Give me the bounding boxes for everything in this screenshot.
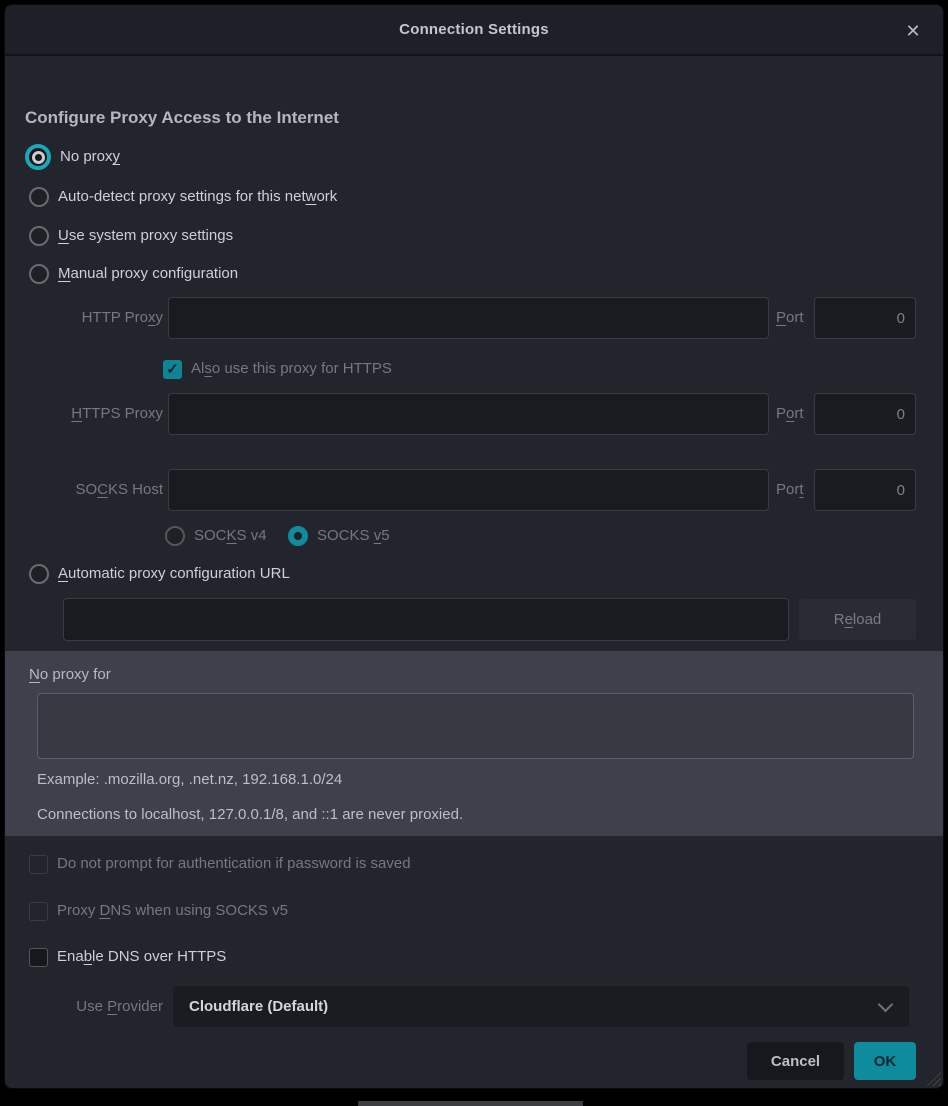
radio-autoconfig-label: Automatic proxy configuration URL: [58, 565, 290, 582]
dialog-title: Connection Settings: [399, 21, 549, 38]
checkbox-no-prompt-auth[interactable]: [29, 853, 411, 875]
radio-icon[interactable]: [29, 187, 49, 207]
http-port-input[interactable]: [814, 297, 916, 339]
checkbox-no-prompt-auth-label: Do not prompt for authentication if password is saved: [57, 855, 411, 872]
http-port-label: Port: [776, 309, 804, 326]
use-provider-label: Use Provider: [76, 998, 163, 1015]
radio-selected-icon[interactable]: [288, 526, 308, 546]
checkbox-also-https-label: Also use this proxy for HTTPS: [191, 360, 392, 377]
radio-socks-v4-label: SOCKS v4: [194, 527, 267, 544]
http-proxy-input[interactable]: [168, 297, 769, 339]
checkbox-checked-icon[interactable]: ✓: [163, 360, 182, 379]
socks-port-input[interactable]: [814, 469, 916, 511]
chevron-down-icon: [880, 999, 891, 1010]
resize-grip[interactable]: [926, 1071, 941, 1086]
page-title: Configure Proxy Access to the Internet: [25, 108, 339, 127]
dialog-titlebar: [5, 5, 943, 56]
no-proxy-for-section: [5, 651, 943, 836]
radio-selected-icon[interactable]: [25, 144, 51, 170]
checkbox-proxy-dns[interactable]: [29, 900, 288, 922]
checkbox-enable-doh[interactable]: [29, 946, 226, 968]
no-proxy-for-label: No proxy for: [29, 666, 111, 683]
reload-button[interactable]: [799, 599, 916, 640]
radio-manual-proxy[interactable]: [29, 263, 238, 285]
radio-icon[interactable]: [29, 564, 49, 584]
background-window-edge: [358, 1101, 583, 1106]
radio-manual-proxy-label: Manual proxy configuration: [58, 265, 239, 282]
https-proxy-label: HTTPS Proxy: [71, 405, 163, 422]
checkbox-icon[interactable]: [29, 902, 48, 921]
radio-socks-v4[interactable]: [165, 525, 267, 547]
radio-auto-detect[interactable]: [29, 186, 337, 208]
cancel-button[interactable]: Cancel: [747, 1042, 844, 1080]
radio-auto-detect-label: Auto-detect proxy settings for this network: [58, 188, 338, 205]
checkbox-icon[interactable]: [29, 855, 48, 874]
radio-icon[interactable]: [29, 226, 49, 246]
radio-use-system-label: Use system proxy settings: [58, 227, 234, 244]
no-proxy-example-text: Example: .mozilla.org, .net.nz, 192.168.1.0/24: [37, 771, 343, 788]
radio-dot: [32, 151, 45, 164]
no-proxy-for-textarea[interactable]: [37, 693, 914, 759]
https-port-input[interactable]: [814, 393, 916, 435]
reload-label: Reload: [833, 611, 882, 628]
socks-host-input[interactable]: [168, 469, 769, 511]
ok-button[interactable]: OK: [854, 1042, 916, 1080]
checkbox-enable-doh-label: Enable DNS over HTTPS: [57, 948, 227, 965]
socks-port-label: Port: [776, 481, 804, 498]
checkbox-also-https[interactable]: [163, 358, 392, 380]
checkbox-icon[interactable]: [29, 948, 48, 967]
radio-autoconfig[interactable]: [29, 563, 290, 585]
radio-use-system[interactable]: [29, 225, 233, 247]
radio-socks-v5-label: SOCKS v5: [317, 527, 390, 544]
radio-socks-v5[interactable]: [288, 525, 390, 547]
socks-host-label: SOCKS Host: [75, 481, 163, 498]
checkbox-proxy-dns-label: Proxy DNS when using SOCKS v5: [57, 902, 288, 919]
radio-no-proxy-label: No proxy: [60, 148, 121, 165]
radio-icon[interactable]: [29, 264, 49, 284]
close-icon[interactable]: ✕: [905, 20, 921, 41]
http-proxy-label: HTTP Proxy: [81, 309, 163, 326]
radio-icon[interactable]: [165, 526, 185, 546]
https-port-label: Port: [776, 405, 804, 422]
https-proxy-input[interactable]: [168, 393, 769, 435]
provider-dropdown-value: Cloudflare (Default): [189, 998, 329, 1015]
autoconfig-url-input[interactable]: [63, 598, 789, 641]
provider-dropdown[interactable]: [173, 986, 909, 1027]
no-proxy-note-text: Connections to localhost, 127.0.0.1/8, and ::1 are never proxied.: [37, 806, 464, 823]
connection-settings-dialog: [4, 4, 944, 1089]
radio-no-proxy[interactable]: [25, 144, 120, 170]
